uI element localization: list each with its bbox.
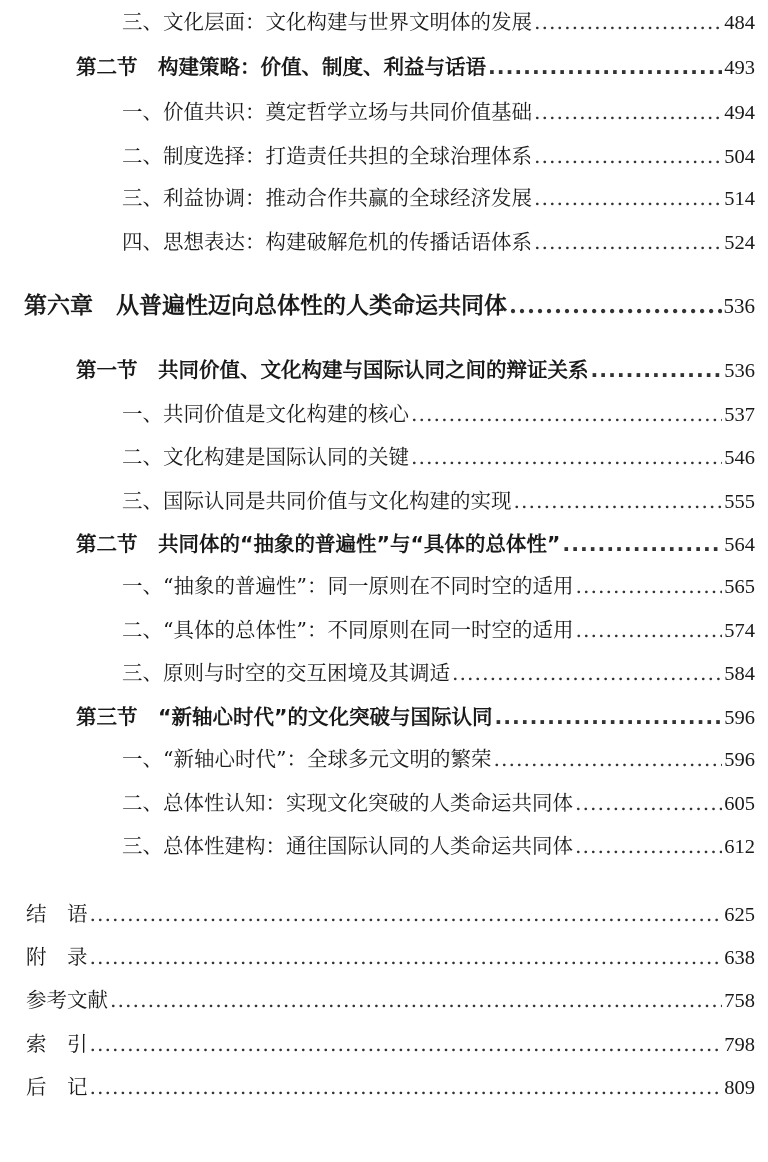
toc-entry-page: 494 — [724, 102, 755, 124]
toc-entry-title: 三、原则与时空的交互困境及其调适 — [122, 661, 450, 685]
toc-backmatter-references[interactable] — [26, 984, 755, 1016]
dot-leader — [411, 398, 722, 430]
toc-entry-title: 一、“新轴心时代”：全球多元文明的繁荣 — [122, 747, 492, 771]
toc-backmatter-index[interactable] — [26, 1028, 755, 1060]
dot-leader — [110, 984, 722, 1016]
toc-entry-page: 514 — [724, 188, 755, 210]
toc-entry-title: 第六章 从普遍性迈向总体性的人类命运共同体 — [24, 292, 507, 319]
dot-leader — [90, 941, 723, 973]
toc-entry-title: 二、文化构建是国际认同的关键 — [122, 445, 409, 469]
toc-section[interactable] — [76, 528, 755, 560]
dot-leader — [494, 701, 722, 733]
toc-entry-page: 584 — [724, 663, 755, 685]
dot-leader — [534, 140, 722, 172]
toc-entry-title: 第一节 共同价值、文化构建与国际认同之间的辩证关系 — [76, 358, 589, 382]
toc-entry-page: 638 — [724, 947, 755, 969]
toc-entry-page: 537 — [724, 404, 755, 426]
toc-entry-page: 565 — [724, 576, 755, 598]
dot-leader — [534, 96, 722, 128]
toc-entry-title: 二、“具体的总体性”：不同原则在同一时空的适用 — [122, 618, 574, 642]
toc-entry-title: 第二节 共同体的“抽象的普遍性”与“具体的总体性” — [76, 532, 561, 556]
dot-leader — [509, 290, 722, 322]
toc-entry-title: 第二节 构建策略：价值、制度、利益与话语 — [76, 55, 486, 79]
toc-chapter[interactable] — [24, 290, 755, 322]
toc-backmatter-conclusion[interactable] — [26, 898, 755, 930]
toc-entry-page: 555 — [724, 491, 755, 513]
toc-entry[interactable] — [122, 485, 755, 517]
toc-entry-title: 一、共同价值是文化构建的核心 — [122, 402, 409, 426]
dot-leader — [534, 226, 722, 258]
toc-entry-page: 546 — [724, 447, 755, 469]
toc-section[interactable] — [76, 701, 755, 733]
dot-leader — [575, 614, 722, 646]
dot-leader — [493, 743, 722, 775]
toc-entry-page: 574 — [724, 620, 755, 642]
dot-leader — [591, 354, 723, 386]
dot-leader — [534, 6, 722, 38]
toc-entry-title: 三、文化层面：文化构建与世界文明体的发展 — [122, 10, 532, 34]
toc-entry-title: 二、总体性认知：实现文化突破的人类命运共同体 — [122, 791, 573, 815]
toc-backmatter-appendix[interactable] — [26, 941, 755, 973]
toc-entry-title: 第三节 “新轴心时代”的文化突破与国际认同 — [76, 705, 493, 729]
toc-entry-title: 后 记 — [26, 1075, 88, 1099]
toc-entry[interactable] — [122, 614, 755, 646]
toc-entry-title: 三、利益协调：推动合作共赢的全球经济发展 — [122, 186, 532, 210]
toc-entry[interactable] — [122, 182, 755, 214]
dot-leader — [534, 182, 722, 214]
dot-leader — [488, 51, 722, 83]
dot-leader — [452, 657, 722, 689]
dot-leader — [514, 485, 723, 517]
toc-section[interactable] — [76, 354, 755, 386]
toc-entry-page: 758 — [724, 990, 755, 1012]
dot-leader — [575, 787, 722, 819]
toc-entry[interactable] — [122, 140, 755, 172]
toc-entry-title: 二、制度选择：打造责任共担的全球治理体系 — [122, 144, 532, 168]
toc-entry-page: 625 — [724, 904, 755, 926]
dot-leader — [90, 1071, 723, 1103]
toc-entry-page: 484 — [724, 12, 755, 34]
toc-entry[interactable] — [122, 570, 755, 602]
toc-entry-title: 三、国际认同是共同价值与文化构建的实现 — [122, 489, 512, 513]
dot-leader — [575, 570, 722, 602]
dot-leader — [411, 441, 722, 473]
toc-entry[interactable] — [122, 830, 755, 862]
toc-entry[interactable] — [122, 398, 755, 430]
toc-entry-page: 596 — [724, 749, 755, 771]
toc-entry-page: 524 — [724, 232, 755, 254]
toc-entry-title: 三、总体性建构：通往国际认同的人类命运共同体 — [122, 834, 573, 858]
toc-section[interactable] — [76, 51, 755, 83]
toc-entry[interactable] — [122, 226, 755, 258]
toc-entry-page: 493 — [724, 57, 755, 79]
toc-entry-page: 564 — [724, 534, 755, 556]
dot-leader — [90, 1028, 723, 1060]
toc-backmatter-postscript[interactable] — [26, 1071, 755, 1103]
toc-entry-page: 809 — [724, 1077, 755, 1099]
toc-entry-title: 结 语 — [26, 902, 88, 926]
toc-entry[interactable] — [122, 787, 755, 819]
toc-entry[interactable] — [122, 743, 755, 775]
dot-leader — [90, 898, 723, 930]
toc-entry-title: 附 录 — [26, 945, 88, 969]
toc-entry-page: 536 — [724, 360, 755, 382]
toc-entry-title: 一、价值共识：奠定哲学立场与共同价值基础 — [122, 100, 532, 124]
dot-leader — [562, 528, 722, 560]
toc-entry-title: 四、思想表达：构建破解危机的传播话语体系 — [122, 230, 532, 254]
toc-entry-title: 参考文献 — [26, 988, 108, 1012]
toc-entry-title: 索 引 — [26, 1032, 88, 1056]
toc-entry-page: 798 — [724, 1034, 755, 1056]
toc-entry[interactable] — [122, 6, 755, 38]
toc-entry[interactable] — [122, 96, 755, 128]
toc-entry-page: 605 — [724, 793, 755, 815]
dot-leader — [575, 830, 722, 862]
toc-entry[interactable] — [122, 441, 755, 473]
toc-entry-page: 504 — [724, 146, 755, 168]
toc-entry-page: 596 — [724, 707, 755, 729]
toc-entry-page: 536 — [723, 294, 755, 318]
toc-entry[interactable] — [122, 657, 755, 689]
toc-entry-title: 一、“抽象的普遍性”：同一原则在不同时空的适用 — [122, 574, 574, 598]
toc-entry-page: 612 — [724, 836, 755, 858]
